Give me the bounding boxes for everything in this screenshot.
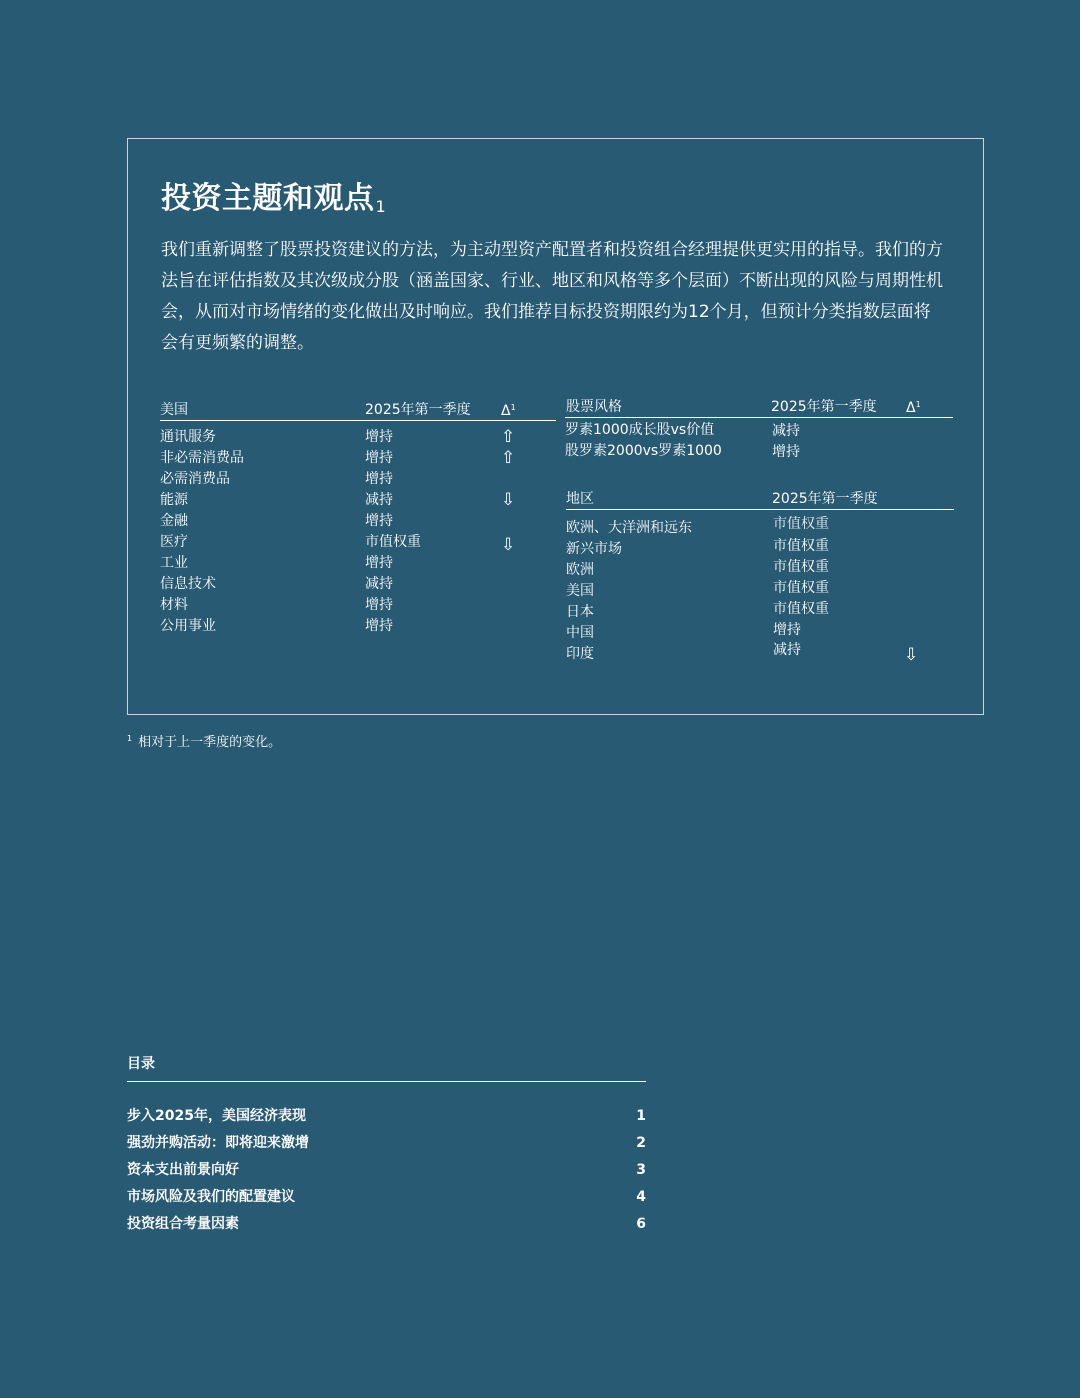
region-view: 市值权重 — [773, 559, 829, 575]
table-row — [160, 616, 556, 637]
toc-entry[interactable] — [127, 1103, 646, 1130]
style-delta-symbol: Δ — [906, 400, 916, 416]
sector-name: 公用事业 — [160, 618, 216, 634]
panel-title — [161, 173, 386, 217]
sector-name: 非必需消费品 — [160, 450, 244, 466]
panel-intro: 我们重新调整了股票投资建议的方法，为主动型资产配置者和投资组合经理提供更实用的指导。我们的方法旨在评估指数及其次级成分股（涵盖国家、行业、地区和风格等多个层面）不断出现的风险与周期性机会，从而对市场情绪的变化做出及时响应。我们推荐目标投资期限约为12个月，但预计分类指数层面将会有更频繁的调整。 — [161, 240, 943, 353]
down-arrow-icon: ⇩ — [501, 490, 516, 510]
sector-name: 通讯服务 — [160, 429, 216, 445]
us-delta-label — [501, 403, 516, 419]
toc-entry[interactable] — [127, 1130, 646, 1157]
toc-list — [127, 1103, 646, 1238]
region-view: 市值权重 — [773, 601, 829, 617]
region-name: 印度 — [566, 646, 594, 662]
up-arrow-icon: ⇧ — [501, 448, 516, 468]
footnote — [127, 731, 281, 750]
toc-title: 目录 — [127, 1053, 646, 1082]
region-name: 欧洲 — [566, 562, 594, 578]
region-name: 欧洲、大洋洲和远东 — [566, 520, 692, 536]
panel-title-note: 1 — [375, 197, 387, 216]
style-delta-note: 1 — [915, 400, 921, 409]
region-table-body — [566, 514, 954, 665]
down-arrow-icon: ⇩ — [501, 535, 516, 555]
style-name: 罗素1000成长股vs价值 — [565, 422, 715, 438]
toc-entry-page: 1 — [636, 1108, 646, 1124]
toc-entry-label: 投资组合考量因素 — [127, 1216, 239, 1232]
style-delta-label — [906, 400, 921, 416]
toc-entry[interactable] — [127, 1157, 646, 1184]
table-row — [160, 574, 556, 595]
region-name: 中国 — [566, 625, 594, 641]
toc-entry[interactable] — [127, 1184, 646, 1211]
region-view: 减持 — [773, 642, 801, 658]
table-of-contents — [127, 1053, 646, 1238]
table-row — [160, 595, 556, 616]
table-row — [566, 556, 954, 577]
us-delta-note: 1 — [510, 403, 516, 412]
sector-name: 能源 — [160, 492, 188, 508]
table-row — [160, 532, 556, 553]
sector-name: 信息技术 — [160, 576, 216, 592]
table-row — [565, 420, 953, 441]
panel-title-text: 投资主题和观点 — [161, 181, 375, 216]
footnote-text: 相对于上一季度的变化。 — [138, 735, 282, 750]
down-arrow-icon: ⇩ — [904, 645, 919, 665]
table-row — [160, 490, 556, 511]
toc-entry-label: 步入2025年，美国经济表现 — [127, 1108, 306, 1124]
sector-view: 增持 — [365, 555, 393, 571]
table-row — [565, 441, 953, 462]
footnote-mark: 1 — [127, 734, 133, 743]
table-row — [160, 427, 556, 448]
equity-style-table — [565, 393, 953, 462]
us-table-header — [160, 396, 556, 421]
table-row — [160, 448, 556, 469]
toc-entry-page: 6 — [636, 1216, 646, 1232]
table-row — [566, 577, 954, 598]
sector-name: 必需消费品 — [160, 471, 230, 487]
toc-entry-label: 强劲并购活动：即将迎来激增 — [127, 1135, 309, 1151]
style-table-body — [565, 420, 953, 462]
region-table — [566, 485, 954, 665]
toc-entry-label: 市场风险及我们的配置建议 — [127, 1189, 295, 1205]
table-row — [160, 511, 556, 532]
table-row — [160, 553, 556, 574]
toc-entry[interactable] — [127, 1211, 646, 1238]
region-table-header — [566, 485, 954, 510]
sector-view: 增持 — [365, 429, 393, 445]
region-header-label: 地区 — [566, 491, 594, 507]
region-view: 市值权重 — [773, 580, 829, 596]
region-period-label: 2025年第一季度 — [772, 491, 878, 507]
table-row — [160, 469, 556, 490]
style-header-label: 股票风格 — [566, 399, 622, 415]
style-table-header — [565, 393, 953, 418]
us-sector-table — [160, 396, 556, 637]
sector-view: 增持 — [365, 618, 393, 634]
style-period-label: 2025年第一季度 — [771, 399, 877, 415]
style-view: 减持 — [772, 423, 800, 439]
region-view: 市值权重 — [773, 538, 829, 554]
sector-name: 材料 — [160, 597, 188, 613]
table-row — [566, 640, 954, 665]
style-name: 股罗素2000vs罗素1000 — [565, 443, 722, 459]
sector-view: 增持 — [365, 597, 393, 613]
sector-view: 增持 — [365, 513, 393, 529]
toc-entry-page: 4 — [636, 1189, 646, 1205]
table-row — [566, 598, 954, 619]
sector-name: 医疗 — [160, 534, 188, 550]
us-header-label: 美国 — [160, 402, 188, 418]
sector-name: 工业 — [160, 555, 188, 571]
sector-name: 金融 — [160, 513, 188, 529]
region-view: 增持 — [773, 622, 801, 638]
sector-view: 减持 — [365, 576, 393, 592]
region-name: 新兴市场 — [566, 541, 622, 557]
toc-entry-label: 资本支出前景向好 — [127, 1162, 239, 1178]
up-arrow-icon: ⇧ — [501, 427, 516, 447]
region-name: 美国 — [566, 583, 594, 599]
sector-view: 市值权重 — [365, 534, 421, 550]
sector-view: 减持 — [365, 492, 393, 508]
sector-view: 增持 — [365, 450, 393, 466]
style-view: 增持 — [772, 444, 800, 460]
us-period-label: 2025年第一季度 — [365, 402, 471, 418]
table-row — [566, 619, 954, 640]
region-view: 市值权重 — [773, 516, 829, 532]
toc-entry-page: 2 — [636, 1135, 646, 1151]
region-name: 日本 — [566, 604, 594, 620]
sector-view: 增持 — [365, 471, 393, 487]
table-row — [566, 514, 954, 535]
us-table-body — [160, 427, 556, 637]
toc-entry-page: 3 — [636, 1162, 646, 1178]
investment-views-panel — [127, 138, 984, 715]
us-delta-symbol: Δ — [501, 403, 511, 419]
table-row — [566, 535, 954, 556]
